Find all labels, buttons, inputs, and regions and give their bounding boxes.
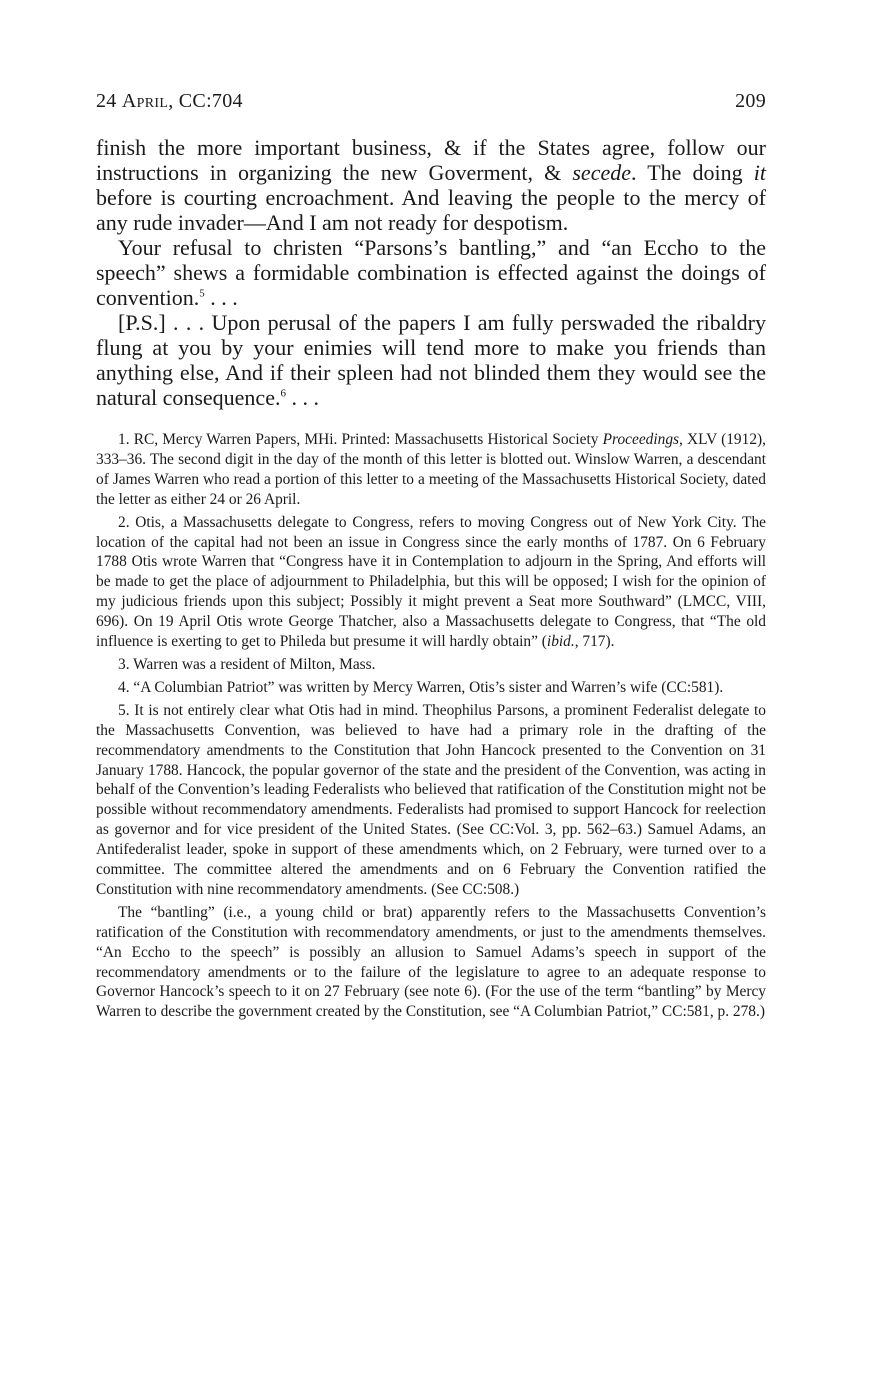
running-head-month: April (121, 90, 169, 112)
letter-body (96, 135, 766, 410)
page-number: 209 (735, 90, 766, 112)
footnote-4: 4. “A Columbian Patriot” was written by Mercy Warren, Otis’s sister and Warren’s wife (CC:581). (118, 678, 724, 696)
document-page (96, 90, 766, 1022)
footnote-2: 2. Otis, a Massachusetts delegate to Congress, refers to moving Congress out of New York City. The location of the capital had not been an issue in Congress since the early months of 1787. On 6 February 1788 Otis wrote Warren that “Congress have it in Contemplation to adjourn in the Spring, And efforts will be made to get the place of adjournment to Philadelphia, but this will be opposed; I wish for the opinion of my judicious friends upon this subject; Possibly it might prevent a Seat more Southward” (LMCC, VIII, 696). On 19 April Otis wrote George Thatcher, also a Massachusetts delegate to Congress, that “The old influence is exerting to get to Phileda but presume it will hardly obtain” (ibid., 717). (96, 513, 766, 651)
running-head-left: 24 April, CC:704 (96, 90, 243, 112)
body-paragraph-2: Your refusal to christen “Parsons’s bantling,” and “an Eccho to the speech” shews a formidable combination is effected against the doings of convention.$^5$ . . . (96, 235, 766, 310)
footnotes (96, 430, 766, 1022)
body-paragraph-1: finish the more important business, & if the States agree, follow our instructions in organizing the new Goverment, & secede. The doing it before is courting encroachment. And leaving the people to the mercy of any rude invader—And I am not ready for despotism. (96, 135, 766, 235)
note-ref-6: 6 (280, 387, 286, 400)
postscript-paragraph: [P.S.] . . . Upon perusal of the papers I am fully perswaded the ribaldry flung at you by your enimies will tend more to make you friends than anything else, And if their spleen had not blinded them they would see the natural consequence.$^6$ . . . (96, 310, 766, 410)
running-head (96, 90, 766, 113)
footnote-1: 1. RC, Mercy Warren Papers, MHi. Printed: Massachusetts Historical Society Proceedings, XLV (1912), 333–36. The second digit in the day of the month of this letter is blotted out. Winslow Warren, a descendant of James Warren who read a portion of this letter to a meeting of the Massachusetts Historical Society, dated the letter as either 24 or 26 April. (96, 431, 766, 508)
footnote-3: 3. Warren was a resident of Milton, Mass. (118, 655, 376, 673)
footnote-5-continued: The “bantling” (i.e., a young child or brat) apparently refers to the Massachusetts Convention’s ratification of the Constitution with recommendatory amendments, or just to the amendments themselves. “An Eccho to the speech” is possibly an allusion to Samuel Adams’s speech in support of the recommendatory amendments or to the failure of the legislature to agree to an adequate response to Governor Hancock’s speech to it on 27 February (see note 6). (For the use of the term “bantling” by Mercy Warren to describe the government created by the Constitution, see “A Columbian Patriot,” CC:581, p. 278.) (96, 903, 766, 1021)
footnote-5: 5. It is not entirely clear what Otis had in mind. Theophilus Parsons, a prominent Federalist delegate to the Massachusetts Convention, was believed to have had a primary role in the drafting of the recommendatory amendments to the Constitution that John Hancock presented to the Convention on 31 January 1788. Hancock, the popular governor of the state and the president of the Convention, was acting in behalf of the Convention’s leading Federalists who believed that ratification of the Constitution might not be possible without recommendatory amendments. Federalists had promised to support Hancock for reelection as governor and for vice president of the United States. (See CC:Vol. 3, pp. 562–63.) Samuel Adams, an Antifederalist leader, spoke in support of these amendments which, on 2 February, were turned over to a committee. The committee altered the amendments and on 6 February the Convention ratified the Constitution with nine recommendatory amendments. (See CC:508.) (96, 701, 766, 898)
note-ref-5: 5 (199, 287, 205, 300)
